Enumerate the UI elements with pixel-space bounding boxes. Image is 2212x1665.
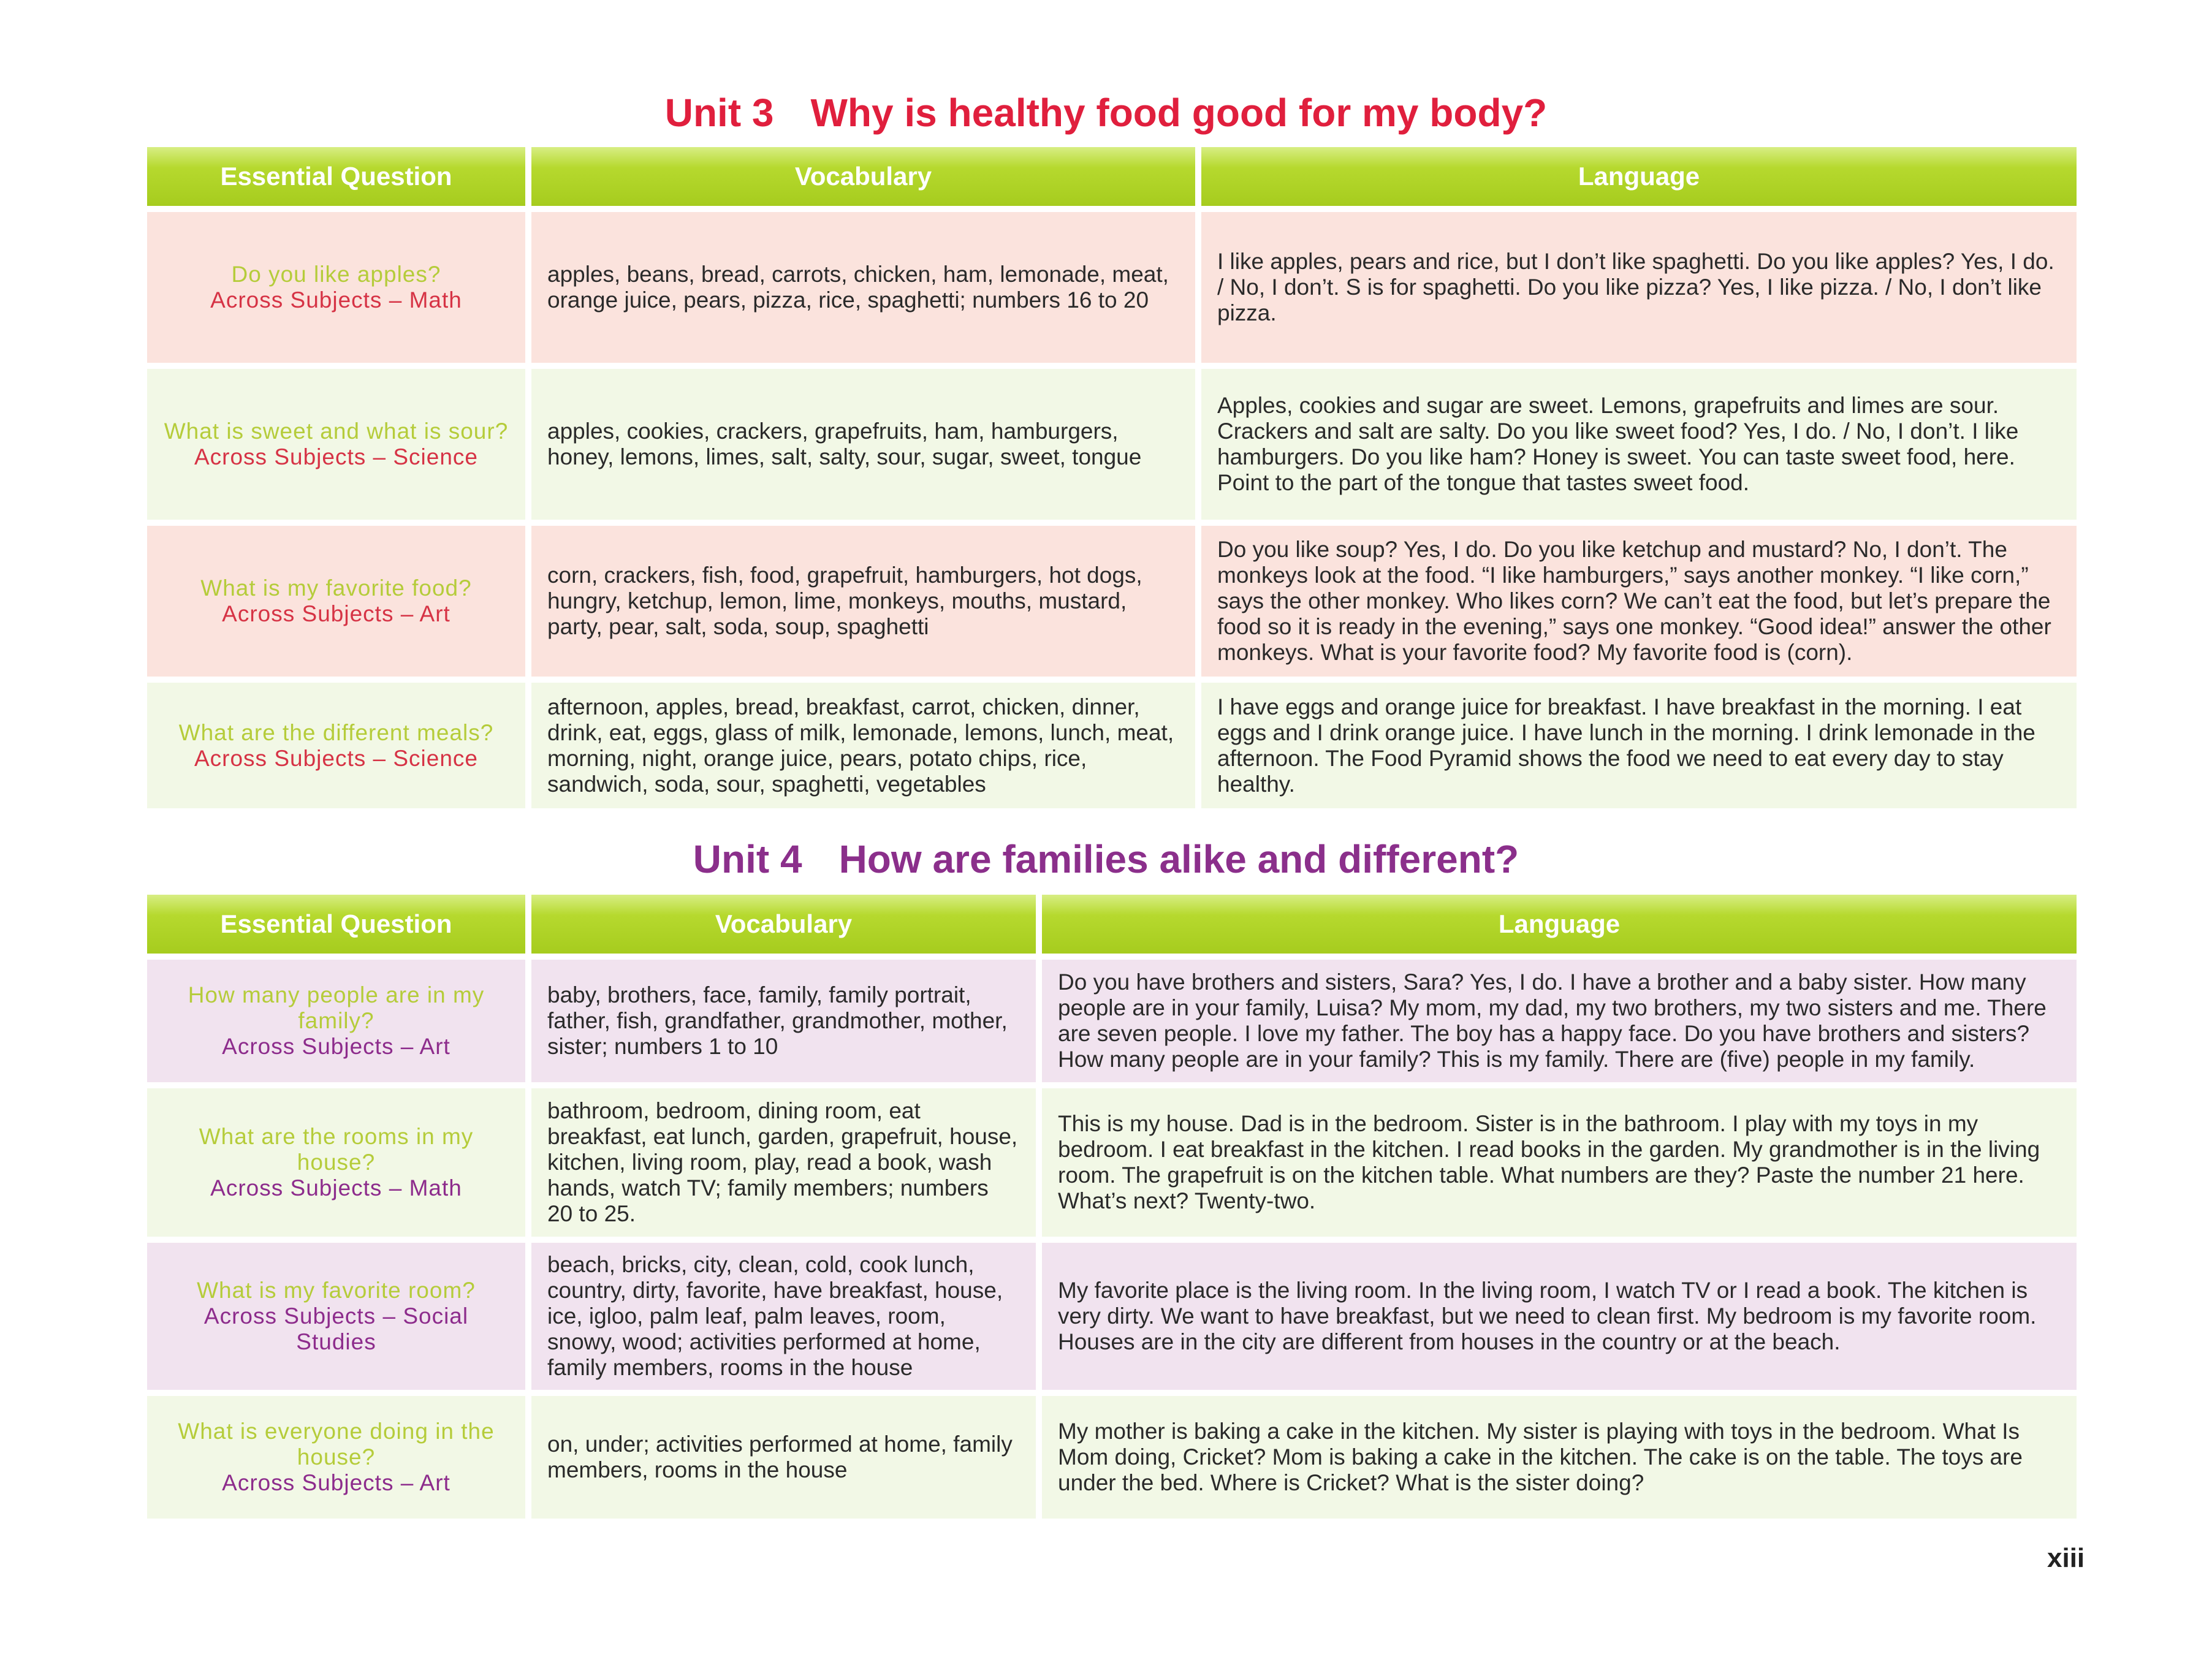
subject-text: Across Subjects – Social Studies (203, 1303, 469, 1354)
language-cell: Do you like soup? Yes, I do. Do you like ketchup and mustard? No, I don’t. The monkeys look at the food. “I like hamburgers,” says another monkey. “I like corn,” says the other monkey. Who likes corn? We can’t eat the food, but let’s prepare the food so it is ready in the evening,” says one monkey. “Good idea!” answer the other monkeys. What is your favorite food? My favorite food is (corn). (1201, 526, 2077, 677)
table-row (147, 1243, 2077, 1390)
subject-text: Across Subjects – Art (222, 1034, 450, 1059)
vocabulary-cell: apples, cookies, crackers, grapefruits, ham, hamburgers, honey, lemons, limes, salt, salty, sour, sugar, sweet, tongue (531, 369, 1195, 520)
table-row (147, 683, 2077, 808)
question-text: Do you like apples? (231, 262, 441, 287)
table-row (147, 369, 2077, 520)
unit4-number: Unit 4 (693, 837, 802, 881)
question-text: What are the different meals? (178, 719, 494, 745)
vocabulary-cell: bathroom, bedroom, dining room, eat breakfast, eat lunch, garden, grapefruit, house, kitchen, living room, play, read a book, wash hands, watch TV; family members; numbers 20 to 25. (531, 1088, 1036, 1237)
subject-text: Across Subjects – Science (194, 444, 479, 469)
unit3-title (0, 91, 2212, 135)
question-text: What is everyone doing in the house? (178, 1419, 495, 1470)
essential-question-cell (147, 1088, 525, 1237)
language-cell: My mother is baking a cake in the kitchen. My sister is playing with toys in the bedroom. What Is Mom doing, Cricket? Mom is baking a cake in the kitchen. The cake is on the table. The toys are under the bed. Where is Cricket? What is the sister doing? (1042, 1396, 2077, 1519)
unit3-question: Why is healthy food good for my body? (810, 91, 1548, 135)
table-row (147, 1088, 2077, 1237)
question-text: What are the rooms in my house? (199, 1124, 474, 1175)
table-row (147, 212, 2077, 363)
table-row (147, 960, 2077, 1082)
table-row (147, 1396, 2077, 1519)
unit4-header-essential-question: Essential Question (147, 895, 525, 954)
unit4-header-language: Language (1042, 895, 2077, 954)
unit4-header-row (147, 895, 2077, 954)
question-text: What is my favorite food? (200, 575, 472, 601)
page-number: xiii (2047, 1543, 2085, 1573)
question-text: How many people are in my family? (188, 982, 485, 1033)
subject-text: Across Subjects – Science (194, 745, 479, 771)
subject-text: Across Subjects – Art (222, 601, 450, 626)
unit3-table (141, 141, 2083, 814)
essential-question-cell (147, 526, 525, 677)
language-cell: My favorite place is the living room. In the living room, I watch TV or I read a book. The kitchen is very dirty. We want to have breakfast, but we need to clean first. My bedroom is my favorite room. Houses are in the city are different from houses in the country or at the beach. (1042, 1243, 2077, 1390)
question-text: What is sweet and what is sour? (164, 419, 509, 444)
language-cell: Apples, cookies and sugar are sweet. Lemons, grapefruits and limes are sour. Crackers and salt are salty. Do you like sweet food? Yes, I do. / No, I don’t. I like hamburgers. Do you like ham? Honey is sweet. You can taste sweet food, here. Point to the part of the tongue that tastes sweet food. (1201, 369, 2077, 520)
language-cell: I like apples, pears and rice, but I don’t like spaghetti. Do you like apples? Yes, I do. / No, I don’t. S is for spaghetti. Do you like pizza? Yes, I like pizza. / No, I don’t like pizza. (1201, 212, 2077, 363)
unit4-header-vocabulary: Vocabulary (531, 895, 1036, 954)
unit3-header-row (147, 147, 2077, 206)
unit3-header-vocabulary: Vocabulary (531, 147, 1195, 206)
essential-question-cell (147, 683, 525, 808)
vocabulary-cell: baby, brothers, face, family, family portrait, father, fish, grandfather, grandmother, mother, sister; numbers 1 to 10 (531, 960, 1036, 1082)
vocabulary-cell: apples, beans, bread, carrots, chicken, ham, lemonade, meat, orange juice, pears, pizza, rice, spaghetti; numbers 16 to 20 (531, 212, 1195, 363)
essential-question-cell (147, 369, 525, 520)
unit3-header-language: Language (1201, 147, 2077, 206)
unit4-question: How are families alike and different? (838, 837, 1519, 881)
unit4-table (141, 889, 2083, 1525)
language-cell: This is my house. Dad is in the bedroom. Sister is in the bathroom. I play with my toys in my bedroom. I eat breakfast in the kitchen. I read books in the garden. My grandmother is in the living room. The grapefruit is on the kitchen table. What numbers are they? Paste the number 21 here. What’s next? Twenty-two. (1042, 1088, 2077, 1237)
table-row (147, 526, 2077, 677)
subject-text: Across Subjects – Art (222, 1470, 450, 1495)
vocabulary-cell: beach, bricks, city, clean, cold, cook lunch, country, dirty, favorite, have breakfast, house, ice, igloo, palm leaf, palm leaves, room, snowy, wood; activities performed at home, family members, rooms in the house (531, 1243, 1036, 1390)
subject-text: Across Subjects – Math (210, 287, 462, 313)
unit3-header-essential-question: Essential Question (147, 147, 525, 206)
language-cell: I have eggs and orange juice for breakfast. I have breakfast in the morning. I eat eggs and I drink orange juice. I have lunch in the morning. I drink lemonade in the afternoon. The Food Pyramid shows the food we need to eat every day to stay healthy. (1201, 683, 2077, 808)
vocabulary-cell: afternoon, apples, bread, breakfast, carrot, chicken, dinner, drink, eat, eggs, glass of milk, lemonade, lemons, lunch, meat, morning, night, orange juice, pears, potato chips, rice, sandwich, soda, sour, spaghetti, vegetables (531, 683, 1195, 808)
essential-question-cell (147, 1243, 525, 1390)
language-cell: Do you have brothers and sisters, Sara? Yes, I do. I have a brother and a baby sister. How many people are in your family, Luisa? My mom, my dad, my two brothers, my two sisters and me. There are seven people. I love my father. The boy has a happy face. Do you have brothers and sisters? How many people are in your family? This is my family. There are (five) people in my family. (1042, 960, 2077, 1082)
essential-question-cell (147, 960, 525, 1082)
subject-text: Across Subjects – Math (210, 1175, 462, 1200)
essential-question-cell (147, 1396, 525, 1519)
essential-question-cell (147, 212, 525, 363)
unit3-number: Unit 3 (664, 91, 774, 135)
vocabulary-cell: on, under; activities performed at home, family members, rooms in the house (531, 1396, 1036, 1519)
vocabulary-cell: corn, crackers, fish, food, grapefruit, hamburgers, hot dogs, hungry, ketchup, lemon, lime, monkeys, mouths, mustard, party, pear, salt, soda, soup, spaghetti (531, 526, 1195, 677)
unit4-title (0, 837, 2212, 881)
question-text: What is my favorite room? (197, 1278, 476, 1303)
